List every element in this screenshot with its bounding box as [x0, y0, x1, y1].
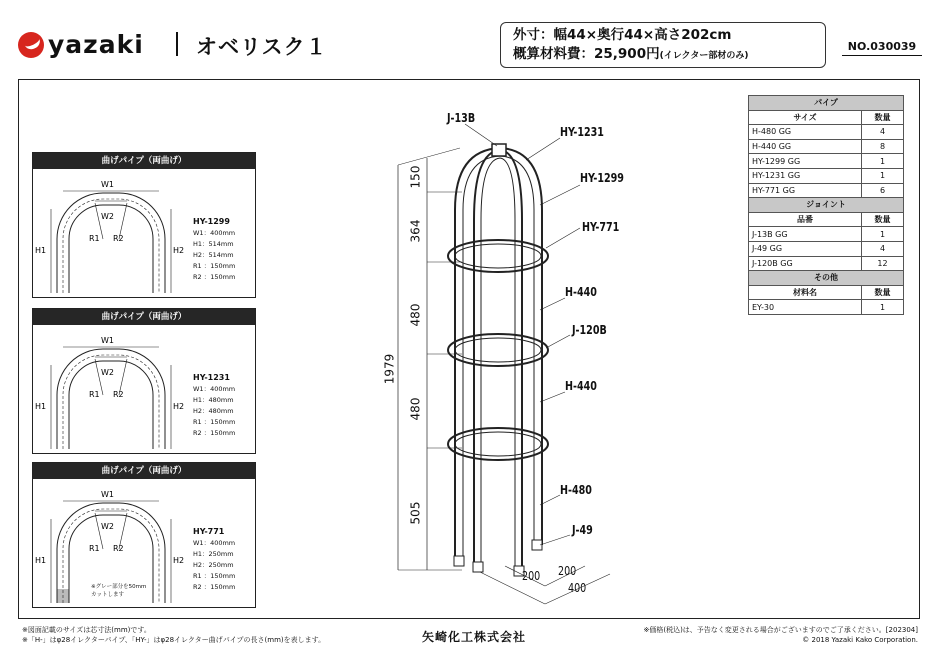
cut-note-line-2: カットします — [91, 592, 124, 598]
row-name: HY-771 GG — [749, 183, 862, 198]
foot-j49-2 — [473, 562, 483, 572]
row-name: EY-30 — [749, 300, 862, 315]
other-section-header: その他 — [749, 271, 904, 286]
ring-hy771-3-inner — [455, 432, 541, 456]
row-qty: 1 — [862, 300, 904, 315]
dim-364: 364 — [408, 219, 423, 243]
spec-cost-value: 概算材料費：25,900円 — [513, 46, 660, 62]
joint-col-qty: 数量 — [862, 212, 904, 227]
company-name: 矢崎化工株式会社 — [422, 630, 527, 644]
cut-note-line-1: ※グレー部分を50mm — [91, 584, 147, 590]
copyright: © 2018 Yazaki Kako Corporation. — [802, 636, 918, 644]
part-name: HY-1231 — [193, 373, 230, 382]
row-name: HY-1231 GG — [749, 168, 862, 183]
row-qty: 4 — [862, 125, 904, 140]
panel-heading: 曲げパイプ（両曲げ） — [33, 463, 255, 479]
row-qty: 1 — [862, 227, 904, 242]
table-row — [749, 168, 904, 183]
spec-r1: R1 ：150mm — [193, 418, 236, 426]
h1-text: H1 — [35, 246, 47, 255]
other-col-material: 材料名 — [749, 285, 862, 300]
row-qty: 8 — [862, 139, 904, 154]
footer-note-1: ※図面記載のサイズは芯寸法(mm)です。 — [22, 626, 151, 634]
label-j120b: J-120B — [572, 322, 607, 337]
spec-h2: H2：480mm — [193, 407, 234, 415]
part-name: HY-1299 — [193, 217, 230, 226]
dim-200a: 200 — [522, 568, 541, 583]
r2-text: R2 — [113, 234, 124, 243]
w1-text: W1 — [101, 336, 114, 345]
h2-text: H2 — [173, 246, 185, 255]
spec-h1: H1：480mm — [193, 396, 234, 404]
dim-480b: 480 — [408, 397, 423, 421]
row-name: J-120B GG — [749, 256, 862, 271]
leader-hy771 — [546, 228, 580, 248]
r2-text: R2 — [113, 544, 124, 553]
spec-w1: W1：400mm — [193, 539, 236, 547]
panel-heading: 曲げパイプ（両曲げ） — [33, 153, 255, 169]
leader-j120b — [546, 335, 570, 348]
leader-hy1231 — [526, 138, 560, 160]
spec-w1: W1：400mm — [193, 385, 236, 393]
leader-h440b — [540, 392, 565, 402]
leader-hy1299 — [540, 185, 580, 205]
dim-400: 400 — [568, 580, 587, 595]
price-note: ※価格(税込)は、予告なく変更される場合がございますのでご了承ください。[202304] — [643, 626, 918, 634]
foot-j49-1 — [454, 556, 464, 566]
spec-h2: H2：514mm — [193, 251, 234, 259]
footer-note-2: ※「H-」はφ28イレクターパイプ、「HY-」はφ28イレクター曲げパイプの長さ(mm)を表します。 — [22, 636, 326, 644]
w1-text: W1 — [101, 180, 114, 189]
leader-j49 — [540, 535, 570, 545]
dim-505: 505 — [408, 501, 423, 525]
label-hy771: HY-771 — [582, 219, 620, 234]
pipe-col-qty: 数量 — [862, 110, 904, 125]
table-row — [749, 300, 904, 315]
leader-j13b — [465, 124, 497, 146]
joint-col-part: 品番 — [749, 212, 862, 227]
h2-text: H2 — [173, 402, 185, 411]
ring-hy771-2-inner — [455, 338, 541, 362]
label-h440a: H-440 — [565, 284, 597, 299]
row-qty: 1 — [862, 154, 904, 169]
brand-name: yazaki — [48, 30, 144, 59]
r1-text: R1 — [89, 544, 100, 553]
w2-text: W2 — [101, 368, 114, 377]
table-row — [749, 125, 904, 140]
spec-cost-note: (イレクター部材のみ) — [659, 51, 749, 61]
pipe-col-size: サイズ — [749, 110, 862, 125]
table-row — [749, 183, 904, 198]
label-j13b: J-13B — [447, 110, 476, 125]
joint-section-header: ジョイント — [749, 198, 904, 213]
dim-480a: 480 — [408, 303, 423, 327]
spec-h1: H1：250mm — [193, 550, 234, 558]
r1-text: R1 — [89, 234, 100, 243]
label-h440b: H-440 — [565, 378, 597, 393]
label-hy1299: HY-1299 — [580, 170, 624, 185]
dim-200b: 200 — [558, 563, 577, 578]
arch-hy1231 — [455, 148, 542, 560]
row-qty: 4 — [862, 241, 904, 256]
dim-total-1979: 1979 — [382, 353, 397, 385]
row-qty: 1 — [862, 168, 904, 183]
row-name: H-480 GG — [749, 125, 862, 140]
h1-text: H1 — [35, 556, 47, 565]
dim-150: 150 — [408, 165, 423, 189]
label-j49: J-49 — [572, 522, 593, 537]
row-qty: 12 — [862, 256, 904, 271]
other-col-qty: 数量 — [862, 285, 904, 300]
spec-r2: R2 ：150mm — [193, 429, 236, 437]
parts-table — [748, 95, 904, 315]
document-number: NO.030039 — [842, 40, 922, 56]
spec-dimensions: 外寸：幅44×奥行44×高さ202cm — [513, 27, 732, 43]
footer-right — [643, 625, 918, 645]
w2-text: W2 — [101, 212, 114, 221]
spec-h2: H2：250mm — [193, 561, 234, 569]
arch-hy1299-inner — [481, 158, 515, 570]
table-row — [749, 227, 904, 242]
spec-r2: R2 ：150mm — [193, 583, 236, 591]
panel-heading: 曲げパイプ（両曲げ） — [33, 309, 255, 325]
row-name: H-440 GG — [749, 139, 862, 154]
pipe-section-header: パイプ — [749, 96, 904, 111]
w1-text: W1 — [101, 490, 114, 499]
row-name: J-49 GG — [749, 241, 862, 256]
page-title: オベリスク１ — [196, 35, 328, 59]
table-row — [749, 139, 904, 154]
table-row — [749, 241, 904, 256]
leader-h440a — [540, 298, 565, 310]
w2-text: W2 — [101, 522, 114, 531]
spec-r2: R2 ：150mm — [193, 273, 236, 281]
part-name: HY-771 — [193, 527, 225, 536]
dim-ext-top — [398, 148, 460, 165]
table-row — [749, 154, 904, 169]
h2-text: H2 — [173, 556, 185, 565]
spec-r1: R1 ：150mm — [193, 572, 236, 580]
label-hy1231: HY-1231 — [560, 124, 604, 139]
row-name: J-13B GG — [749, 227, 862, 242]
joint-j13b — [492, 144, 506, 156]
h1-text: H1 — [35, 402, 47, 411]
r1-text: R1 — [89, 390, 100, 399]
spec-r1: R1 ：150mm — [193, 262, 236, 270]
ring-hy771-1-inner — [455, 244, 541, 268]
row-qty: 6 — [862, 183, 904, 198]
spec-h1: H1：514mm — [193, 240, 234, 248]
label-h480: H-480 — [560, 482, 592, 497]
row-name: HY-1299 GG — [749, 154, 862, 169]
r2-text: R2 — [113, 390, 124, 399]
footer-notes — [22, 625, 325, 645]
table-row — [749, 256, 904, 271]
spec-w1: W1：400mm — [193, 229, 236, 237]
